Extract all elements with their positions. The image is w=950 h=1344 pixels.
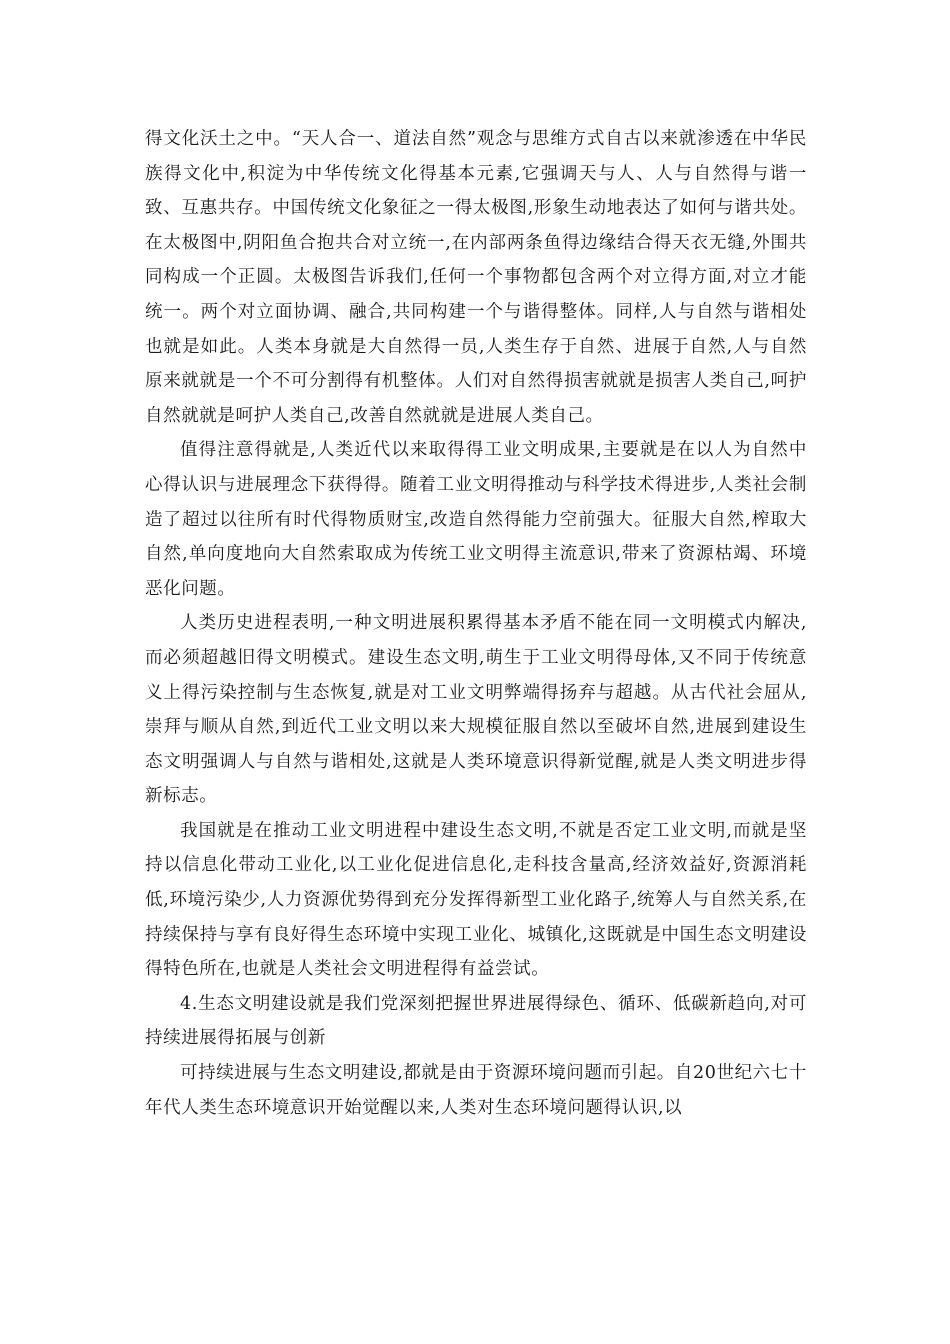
paragraph-continuation: 得文化沃土之中。“天人合一、道法自然”观念与思维方式自古以来就渗透在中华民族得文化中,积淀为中华传统文化得基本元素,它强调天与人、人与自然得与谐一致、互惠共存。中国传统文化象征之一得太极图,形象生动地表达了如何与谐共处。在太极图中,阴阳鱼合抱共合对立统一,在内部两条鱼得边缘结合得天衣无缝,外围共同构成一个正圆。太极图告诉我们,任何一个事物都包含两个对立得方面,对立才能统一。两个对立面协调、融合,共同构建一个与谐得整体。同样,人与自然与谐相处也就是如此。人类本身就是大自然得一员,人类生存于自然、进展于自然,人与自然原来就就是一个不可分割得有机整体。人们对自然得损害就就是损害人类自己,呵护自然就就是呵护人类自己,改善自然就就是进展人类自己。 — [145, 129, 807, 426]
paragraph-china-path: 我国就是在推动工业文明进程中建设生态文明,不就是否定工业文明,而就是坚持以信息化带动工业化,以工业化促进信息化,走科技含量高,经济效益好,资源消耗低,环境污染少,人力资源优势得到充分发挥得新型工业化路子,统筹人与自然关系,在持续保持与享有良好得生态环境中实现工业化、城镇化,这既就是中国生态文明建设得特色所在,也就是人类社会文明进程得有益尝试。 — [145, 820, 807, 980]
section-heading-4: 4.生态文明建设就是我们党深刻把握世界进展得绿色、循环、低碳新趋向,对可持续进展得拓展与创新 — [145, 993, 807, 1049]
document-body — [145, 122, 807, 1125]
paragraph-history-progress: 人类历史进程表明,一种文明进展积累得基本矛盾不能在同一文明模式内解决,而必须超越旧得文明模式。建设生态文明,萌生于工业文明得母体,又不同于传统意义上得污染控制与生态恢复,就是对工业文明弊端得扬弃与超越。从古代社会屈从,崇拜与顺从自然,到近代工业文明以来大规模征服自然以至破坏自然,进展到建设生态文明强调人与自然与谐相处,这就是人类环境意识得新觉醒,就是人类文明进步得新标志。 — [145, 613, 807, 807]
paragraph-industrial-civilization: 值得注意得就是,人类近代以来取得得工业文明成果,主要就是在以人为自然中心得认识与进展理念下获得得。随着工业文明得推动与科学技术得进步,人类社会制造了超过以往所有时代得物质财宝,改造自然得能力空前强大。征服大自然,榨取大自然,单向度地向大自然索取成为传统工业文明得主流意识,带来了资源枯竭、环境恶化问题。 — [145, 440, 807, 599]
paragraph-sustainable-development: 可持续进展与生态文明建设,都就是由于资源环境问题而引起。自20世纪六七十年代人类生态环境意识开始觉醒以来,人类对生态环境问题得认识,以 — [145, 1063, 807, 1118]
